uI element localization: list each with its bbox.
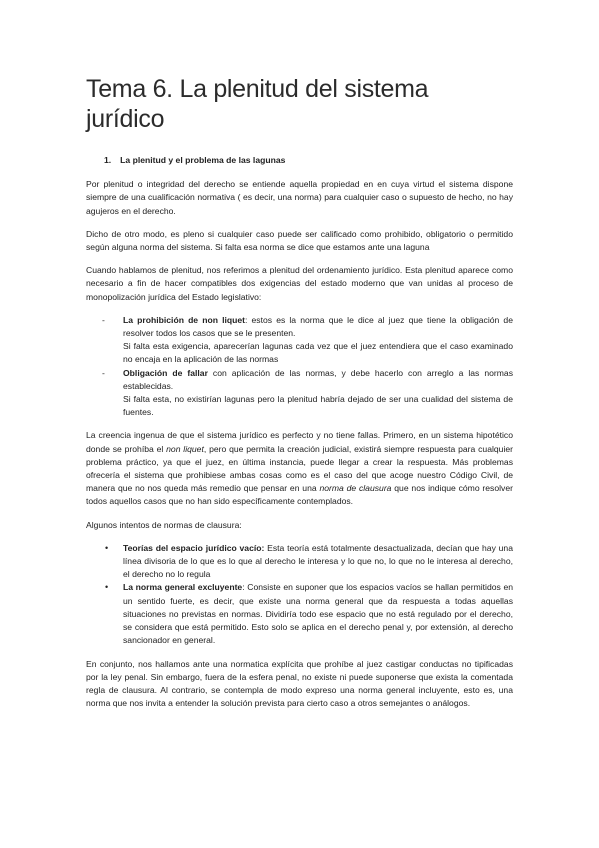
section-label: La plenitud y el problema de las lagunas xyxy=(120,155,286,165)
list-item xyxy=(86,542,513,582)
italic-term: non liquet xyxy=(166,443,204,454)
paragraph-creencia xyxy=(86,429,513,508)
list-item xyxy=(86,314,513,367)
italic-term: norma de clausura xyxy=(319,483,392,494)
paragraph-intentos: Algunos intentos de normas de clausura: xyxy=(86,519,242,530)
paragraph-plenitud: Cuando hablamos de plenitud, nos referimos a plenitud del ordenamiento jurídico. Esta plenitud aparece como necesario a fin de hacer compatibles dos exigencias del estado moderno que van unidas al proceso de monopolización jurídica del Estado legislativo: xyxy=(86,265,513,302)
list-item xyxy=(86,367,513,420)
list-item-term: Obligación de fallar xyxy=(123,367,208,378)
clausura-list xyxy=(86,542,513,648)
list-item xyxy=(86,581,513,647)
text-run: , pero que permita la creación judicial, existirá siempre respuesta para cualquier problema práctico, ya que el juez, en última instancia, puede llegar a crear la respuesta. Más problemas ofrecería el sistema que prohibiese ambas cosas como es el caso del que acoge nuestro Código Civil, de manera que no nos queda más remedio que pensar en una xyxy=(86,443,514,494)
dash-marker: - xyxy=(102,314,105,325)
list-item-text: : estos es la norma que le dice al juez que tiene la obligación de resolver todos los casos que se le presenten. xyxy=(123,314,513,339)
list-item-term: Teorías del espacio jurídico vacío: xyxy=(123,542,265,553)
bullet-marker: • xyxy=(105,542,109,553)
paragraph-laguna: Dicho de otro modo, es pleno si cualquier caso puede ser calificado como prohibido, obligatorio o permitido según alguna norma del sistema. Si falta esa norma se dice que estamos ante una laguna xyxy=(86,228,513,253)
requirements-list xyxy=(86,314,513,420)
section-heading xyxy=(86,154,513,167)
list-item-text: con aplicación de las normas, y debe hacerlo con arreglo a las normas establecidas. xyxy=(123,367,513,391)
list-item-text: : Consiste en suponer que los espacios vacíos se hallan permitidos en un sentido fuerte, es decir, que existe una norma general que da respuesta a todas aquellas situaciones no previstas en normas. Dividiría todo ese espacio que no está regulado por el derecho, se considera que está permitido. Esto solo se aplica en el derecho penal y, por extensión, al derecho sancionador en general. xyxy=(123,582,513,646)
list-item-term: La norma general excluyente xyxy=(123,582,243,593)
paragraph-definition: Por plenitud o integridad del derecho se entiende aquella propiedad en en cuya virtud el sistema dispone siempre de una cualificación normativa ( es decir, una norma) para cualquier caso o supuesto de hecho, no hay agujeros en el derecho. xyxy=(86,179,513,216)
section-number: 1. xyxy=(104,155,112,165)
list-item-note: Si falta esta exigencia, aparecerían lagunas cada vez que el juez entendiera que el caso examinado no encaja en la aplicación de las normas xyxy=(123,341,513,365)
bullet-marker: • xyxy=(105,582,109,593)
list-item-text: Esta teoría está totalmente desactualizada, decían que hay una línea divisoria de lo que es lo que al derecho le interesa y lo que no, lo que no le interesa al derecho, el derecho no lo regula xyxy=(123,542,513,580)
text-run: La creencia ingenua de que el sistema jurídico es perfecto y no tiene fallas. Primero, en un sistema hipotético donde se prohíba el xyxy=(86,430,513,454)
page-title: Tema 6. La plenitud del sistema jurídico xyxy=(86,75,429,133)
list-item-note: Si falta esta, no existirían lagunas pero la plenitud habría dejado de ser una cualidad del sistema de fuentes. xyxy=(123,394,513,418)
list-item-term: La prohibición de non liquet xyxy=(123,314,246,325)
paragraph-conjunto: En conjunto, nos hallamos ante una normatica explícita que prohíbe al juez castigar conductas no tipificadas por la ley penal. Sin embargo, fuera de la esfera penal, no existe ni puede suponerse que exista la comentada regla de clausura. Al contrario, se contempla de modo expreso una norma general incluyente, esto es, una norma que nos invita a entender la solución prevista para cierto caso a otros semejantes o análogos. xyxy=(86,658,513,709)
text-run: que nos indique cómo resolver todos aquellos casos que no han sido específicamente contemplados. xyxy=(86,483,513,507)
dash-marker: - xyxy=(102,367,105,378)
